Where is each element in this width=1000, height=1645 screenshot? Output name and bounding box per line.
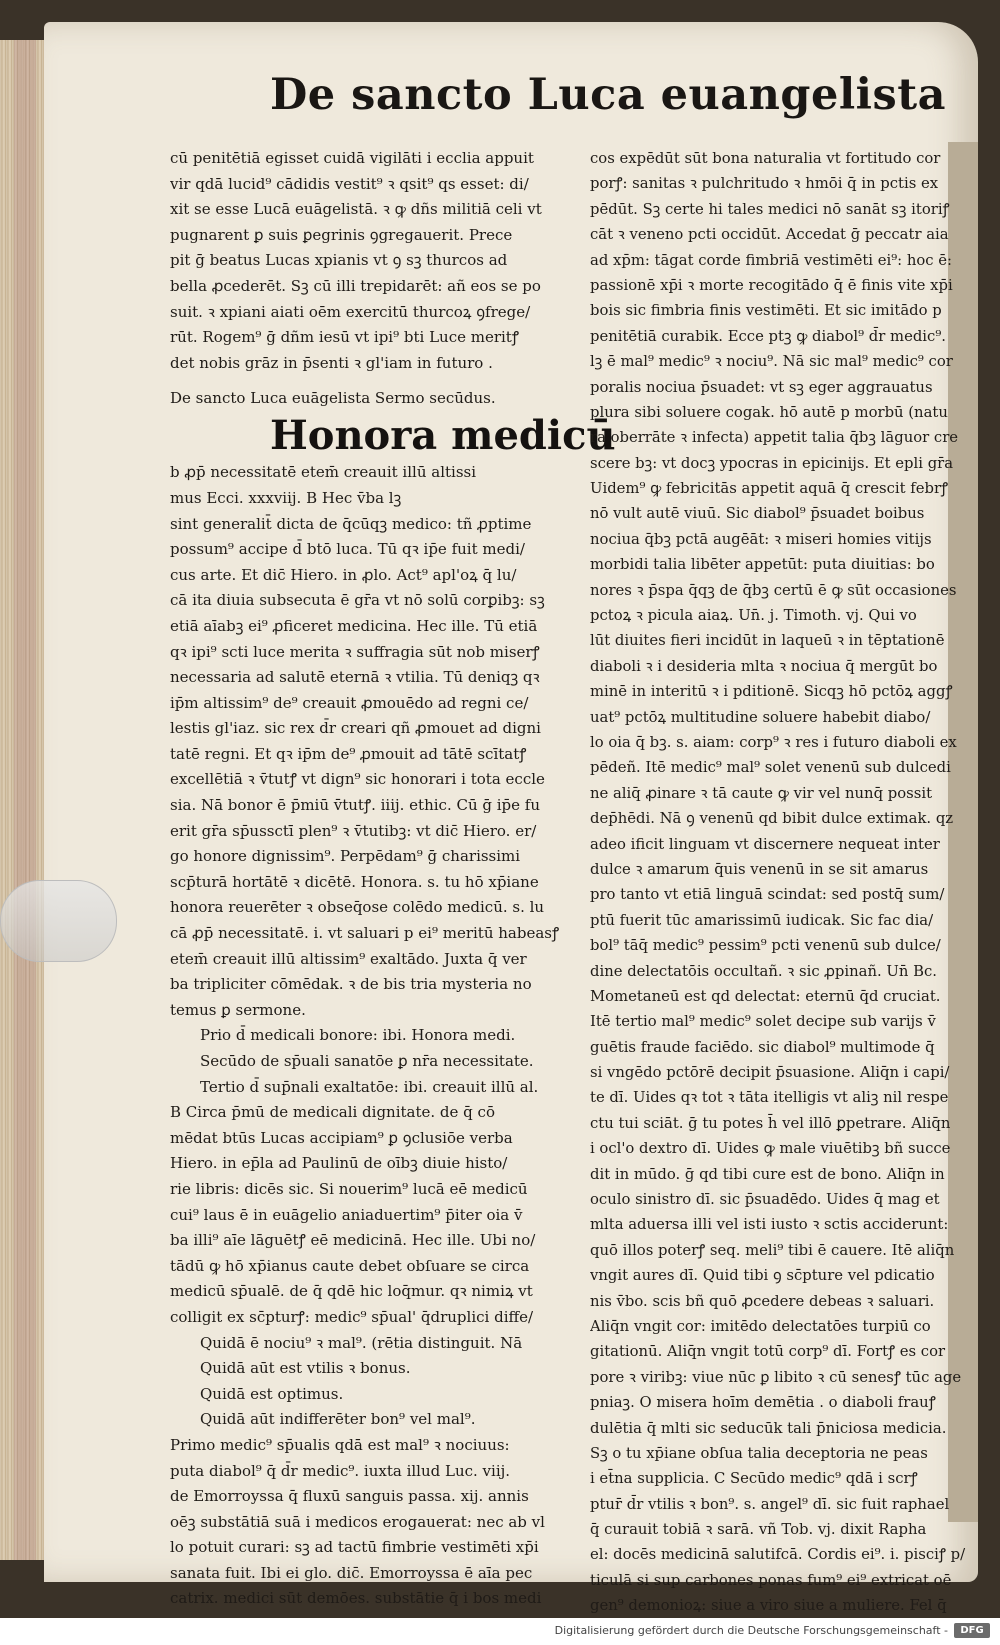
text-line: porꝭ: sanitas ꝛ pulchritudo ꝛ hmōi q̄ in pctis ex xyxy=(590,175,939,193)
text-line: Quidā aūt est vtilis ꝛ bonus. xyxy=(200,1359,411,1378)
text-line: dep̄hēdi. Nā ꝯ venenū qd bibit dulce extimak. qz xyxy=(590,810,954,828)
text-line: passionē xp̄i ꝛ morte recogitādo q̄ ē finis vite xp̄i xyxy=(590,276,953,294)
decorated-incipit: Honora medicū xyxy=(270,412,616,460)
text-line: pore ꝛ viribꝫ: viue nūc ꝑ libito ꝛ cū senesꝭ tūc age xyxy=(590,1368,962,1386)
text-line: nō vult autē viuū. Sic diabol⁹ p̄suadet boibus xyxy=(590,505,925,523)
text-line: Quidā est optimus. xyxy=(200,1384,344,1403)
text-line: cā ꝓp̄ necessitatē. i. vt saluari p ei⁹ meritū habeasꝭ xyxy=(170,924,560,943)
text-line: cāt ꝛ veneno pcti occidūt. Accedat ḡ peccatr aia xyxy=(590,226,949,244)
text-line: colligit ex sc̄pturꝭ: medic⁹ sp̄ual' q̄druplici diffe/ xyxy=(170,1307,534,1326)
text-line: diaboli ꝛ i desideria mlta ꝛ nociua q̄ mergūt bo xyxy=(590,657,938,675)
text-line: necessaria ad salutē eternā ꝛ vtilia. Tū deniqꝫ qꝛ xyxy=(170,668,540,687)
text-line: sint generalit̄ dicta de q̄cūqꝫ medico: tñ ꝓptime xyxy=(170,514,532,533)
text-line: suit. ꝛ xpiani aiati oēm exercitū thurcoꝝ ꝯfrege/ xyxy=(170,302,531,321)
text-line: plura sibi soluere cogak. hō autē p morbū (natu xyxy=(590,403,948,421)
text-line: tādū ꝙ hō xp̄ianus caute debet obſuare se circa xyxy=(170,1256,530,1275)
text-line: B Circa p̄mū de medicali dignitate. de q̄ cō xyxy=(170,1103,495,1122)
sermon-heading: De sancto Luca euāgelista Sermo secūdus. xyxy=(170,389,496,408)
text-line: xit se esse Lucā euāgelistā. ꝛ ꝙ dñs militiā celi vt xyxy=(170,200,542,219)
text-line: vngit aures dī. Quid tibi ꝯ sc̄pture vel pdicatio xyxy=(590,1267,935,1285)
text-line: catrix. medici sūt demōes. substātie q̄ i bos medi xyxy=(170,1589,542,1608)
text-line: dine delectatōis occultañ. ꝛ sic ꝓpinañ. Un̄ Bc. xyxy=(590,962,937,980)
text-line: Sꝫ o tu xp̄iane obſua talia deceptoria ne peas xyxy=(590,1444,928,1462)
text-line: dit in mūdo. ḡ qd tibi cure est de bono. Aliq̄n in xyxy=(590,1165,945,1183)
text-line: el: docēs medicinā salutifcā. Cordis ei⁹. i. pisciꝭ p/ xyxy=(590,1546,966,1564)
text-line: lestis gl'iaz. sic rex d̄r creari qñ ꝓmouet ad digni xyxy=(170,719,541,738)
text-line: quō illos poterꝭ seq. meli⁹ tibi ē cauere. Itē aliq̄n xyxy=(590,1241,955,1259)
text-line: oculo sinistro dī. sic p̄suadēdo. Uides q̄ mag et xyxy=(590,1191,940,1209)
text-line: pēdūt. Sꝫ certe hi tales medici nō sanāt sꝫ itoriꝭ xyxy=(590,200,950,218)
text-line: morbidi talia libēter appetūt: puta diuitias: bo xyxy=(590,556,935,574)
text-line: pēdeñ. Itē medic⁹ mal⁹ solet venenū sub dulcedi xyxy=(590,759,951,777)
text-line: i et̄na supplicia. C Secūdo medic⁹ qdā i scrꝭ xyxy=(590,1470,918,1488)
text-line: lūt diuites fieri incidūt in laqueū ꝛ in tēptationē xyxy=(590,632,945,650)
text-line: Hiero. in ep̄la ad Paulinū de oībꝫ diuie histo/ xyxy=(170,1154,508,1173)
text-line: oēꝫ substātiā suā i medicos erogauerat: nec ab vl xyxy=(170,1512,545,1531)
text-line: ctu tui sciāt. ḡ tu potes h̄ vel illō ꝑpetrare. Aliq̄n xyxy=(590,1114,951,1132)
text-line: mus Ecci. xxxviij. B Hec v̄ba lꝫ xyxy=(170,488,402,507)
text-line: mlta aduersa illi vel isti iusto ꝛ sctis acciderunt: xyxy=(590,1216,949,1234)
page-clip-holder xyxy=(0,880,117,962)
text-line: cā ita diuia subsecuta ē gr̄a vt nō solū corꝑibꝫ: sꝫ xyxy=(170,591,545,610)
text-line: adeo ificit linguam vt discernere nequeat inter xyxy=(590,835,940,853)
text-line: lo oia q̄ bꝫ. s. aiam: corp⁹ ꝛ res i futuro diaboli ex xyxy=(590,733,957,751)
text-line: sia. Nā bonor ē p̄miū v̄tutꝭ. iiij. ethic. Cū ḡ ip̄e fu xyxy=(170,796,541,815)
text-line: gitationū. Aliq̄n vngit totū corp⁹ dī. Fortꝭ es cor xyxy=(590,1343,946,1361)
text-line: etiā aīabꝫ ei⁹ ꝓficeret medicina. Hec ille. Tū etiā xyxy=(170,616,538,635)
text-line: Aliq̄n vngit cor: imitēdo delectatōes turpiū co xyxy=(590,1317,931,1335)
right-column xyxy=(590,146,970,1618)
text-line: pniaꝫ. O misera hoīm demētia . o diaboli frauꝭ xyxy=(590,1394,936,1412)
text-line: cos expēdūt sūt bona naturalia vt fortitudo cor xyxy=(590,150,941,167)
text-line: go honore dignissim⁹. Perpēdam⁹ ḡ charissimi xyxy=(170,847,521,866)
text-line: minē in interitū ꝛ i pditionē. Sicqꝫ hō pctōꝝ aggꝭ xyxy=(590,683,953,701)
text-line: gen⁹ demonioꝝ: siue a viro siue a muliere. Fel q̄ xyxy=(590,1597,947,1615)
text-line: ra oberrāte ꝛ infecta) appetit talia q̄bꝫ lāguor cre xyxy=(590,429,959,447)
text-line: Quidā aūt indifferēter bon⁹ vel mal⁹. xyxy=(200,1410,476,1429)
text-line: ptur̄ d̄r vtilis ꝛ bon⁹. s. angel⁹ dī. sic fuit raphael xyxy=(590,1495,950,1513)
text-line: lo potuit curari: sꝫ ad tactū fimbrie vestimēti xp̄i xyxy=(170,1538,539,1557)
text-line: cus arte. Et dic̄ Hiero. in ꝓlo. Act⁹ apl'oꝝ q̄ lu/ xyxy=(170,565,517,584)
text-line: ba tripliciter cōmēdak. ꝛ de bis tria mysteria no xyxy=(170,975,532,994)
footer-bar xyxy=(0,1618,1000,1645)
text-line: ip̄m altissim⁹ de⁹ creauit ꝓmouēdo ad regni ce/ xyxy=(170,693,529,712)
text-line: scere bꝫ: vt docꝫ ypocras in epicinijs. Et epli gr̄a xyxy=(590,454,954,472)
text-line: lꝫ ē mal⁹ medic⁹ ꝛ nociu⁹. Nā sic mal⁹ medic⁹ cor xyxy=(590,353,953,371)
text-line: guētis fraude faciēdo. sic diabol⁹ multimode q̄ xyxy=(590,1038,935,1056)
text-line: dulce ꝛ amarum q̄uis venenū in se sit amarus xyxy=(590,860,929,878)
text-line: b ꝓp̄ necessitatē etem̄ creauit illū altissi xyxy=(170,463,477,482)
book-edge-stain xyxy=(14,40,36,1560)
text-line: etem̄ creauit illū altissim⁹ exaltādo. Juxta q̄ ver xyxy=(170,949,527,968)
funding-credit: Digitalisierung gefördert durch die Deutsche Forschungsgemeinschaft - xyxy=(554,1624,948,1637)
text-line: poralis nociua p̄suadet: vt sꝫ eger aggrauatus xyxy=(590,378,933,396)
text-line: Uidem⁹ ꝙ febricitās appetit aquā q̄ crescit febrꝭ xyxy=(590,480,949,498)
text-line: i ocl'o dextro dī. Uides ꝙ male viuētibꝫ bñ succe xyxy=(590,1140,951,1158)
text-line: ne aliq̄ ꝓinare ꝛ tā caute ꝙ vir vel nunq̄ possit xyxy=(590,784,933,802)
text-line: sanata fuit. Ibi ei glo. dic̄. Emorroyssa ē aīa pec xyxy=(170,1563,533,1582)
text-line: temus ꝑ sermone. xyxy=(170,1000,306,1019)
text-line: ba illi⁹ aīe lāguētꝭ eē medicinā. Hec ille. Ubi no/ xyxy=(170,1231,536,1250)
text-line: de Emorroyssa q̄ fluxū sanguis passa. xij. annis xyxy=(170,1487,529,1506)
text-line: pctoꝝ ꝛ picula aiaꝝ. Un̄. j. Timoth. vj. Qui vo xyxy=(590,607,917,625)
text-line: Quidā ē nociu⁹ ꝛ mal⁹. (rētia distinguit. Nā xyxy=(200,1333,523,1352)
text-line: ticulā si sup carbones ponas fum⁹ ei⁹ extricat oē xyxy=(590,1571,952,1589)
text-line: qꝛ ipi⁹ scti luce merita ꝛ suffragia sūt nob miserꝭ xyxy=(170,642,540,661)
text-line: ad xp̄m: tāgat corde fimbriā vestimēti ei⁹: hoc ē: xyxy=(590,251,952,269)
text-line: erit gr̄a sp̄ussctī plen⁹ ꝛ v̄tutibꝫ: vt dic̄ Hiero. er/ xyxy=(170,821,537,840)
text-line: Secūdo de sp̄uali sanatōe ꝑ nr̄a necessitate. xyxy=(200,1052,534,1070)
dfg-logo: DFG xyxy=(954,1623,990,1638)
text-line: det nobis grāz in p̄senti ꝛ gl'iam in futuro . xyxy=(170,353,493,372)
text-line: si vngēdo pctōrē decipit p̄suasione. Aliq̄n i capi/ xyxy=(590,1064,950,1082)
text-line: Prio d̄ medicali bonore: ibi. Honora medi. xyxy=(200,1026,516,1045)
text-line: nociua q̄bꝫ pctā augēāt: ꝛ miseri homies vitijs xyxy=(590,530,932,548)
text-line: nis v̄bo. scis bñ quō ꝓcedere debeas ꝛ saluari. xyxy=(590,1292,935,1310)
text-line: rie libris: dicēs sic. Si nouerim⁹ lucā eē medicū xyxy=(170,1179,528,1198)
text-line: pugnarent ꝑ suis ꝑegrinis ꝯgregauerit. Prece xyxy=(170,225,513,244)
text-line: bella ꝓcederēt. Sꝫ cū illi trepidarēt: añ eos se po xyxy=(170,276,541,295)
text-line: pro tanto vt etiā linguā scindat: sed postq̄ sum/ xyxy=(590,886,945,904)
text-line: uat⁹ pctōꝝ multitudine soluere habebit diabo/ xyxy=(590,708,931,726)
running-header: De sancto Luca euangelista xyxy=(270,70,946,120)
left-column xyxy=(170,146,616,1612)
text-line: bois sic fimbria finis vestimēti. Et sic imitādo p xyxy=(590,302,942,320)
text-line: excellētiā ꝛ v̄tutꝭ vt dign⁹ sic honorari i tota eccle xyxy=(170,770,545,789)
text-line: dulētia q̄ mlti sic seducūk tali p̄niciosa medicia. xyxy=(590,1419,947,1437)
text-line: nores ꝛ p̄spa q̄qꝫ de q̄bꝫ certū ē ꝙ sūt occasiones xyxy=(590,581,957,599)
text-line: tatē regni. Et qꝛ ip̄m de⁹ ꝓmouit ad tātē scītatꝭ xyxy=(170,744,527,763)
text-line: cui⁹ laus ē in euāgelio aniaduertim⁹ p̄iter oia v̄ xyxy=(170,1205,523,1224)
text-line: Mometaneū est qd delectat: eternū q̄d cruciat. xyxy=(590,987,941,1005)
text-line: ptū fuerit tūc amarissimū iudicak. Sic fac dia/ xyxy=(590,911,934,929)
text-line: rūt. Rogem⁹ ḡ dñm iesū vt ipi⁹ bti Luce meritꝭ xyxy=(170,328,519,347)
text-line: Itē tertio mal⁹ medic⁹ solet decipe sub varijs v̄ xyxy=(590,1013,936,1031)
text-line: Tertio d̄ sup̄nali exaltatōe: ibi. creauit illū al. xyxy=(200,1077,539,1096)
text-line: bol⁹ tāq̄ medic⁹ pessim⁹ pcti venenū sub dulce/ xyxy=(590,937,941,955)
text-line: penitētiā curabik. Ecce ptꝫ ꝙ diabol⁹ d̄r medic⁹. xyxy=(590,327,946,345)
text-line: possum⁹ accipe d̄ btō luca. Tū qꝛ ip̄e fuit medi/ xyxy=(170,540,525,559)
text-line: cū penitētiā egisset cuidā vigilāti i ecclia appuit xyxy=(170,149,534,167)
text-line: medicū sp̄ualē. de q̄ qdē hic loq̄mur. qꝛ nimiꝝ vt xyxy=(170,1282,533,1301)
text-line: vir qdā lucid⁹ cādidis vestit⁹ ꝛ qsit⁹ qs esset: di/ xyxy=(170,174,529,193)
text-line: puta diabol⁹ q̄ d̄r medic⁹. iuxta illud Luc. viij. xyxy=(170,1461,511,1480)
text-line: q̄ curauit tobiā ꝛ sarā. vñ Tob. vj. dixit Rapha xyxy=(590,1521,927,1539)
text-line: mēdat btūs Lucas accipiam⁹ ꝑ ꝯclusiōe verba xyxy=(170,1128,513,1147)
text-line: te dī. Uides qꝛ tot ꝛ tāta itelligis vt aliꝫ nil respe xyxy=(590,1089,949,1107)
text-line: Primo medic⁹ sp̄ualis qdā est mal⁹ ꝛ nociuus: xyxy=(170,1435,510,1454)
text-line: honora reuerēter ꝛ obseq̄ose colēdo medicū. s. lu xyxy=(170,898,545,917)
text-line: scp̄turā hortātē ꝛ dicētē. Honora. s. tu hō xp̄iane xyxy=(170,872,539,891)
text-line: pit ḡ beatus Lucas xpianis vt ꝯ sꝫ thurcos ad xyxy=(170,251,508,270)
